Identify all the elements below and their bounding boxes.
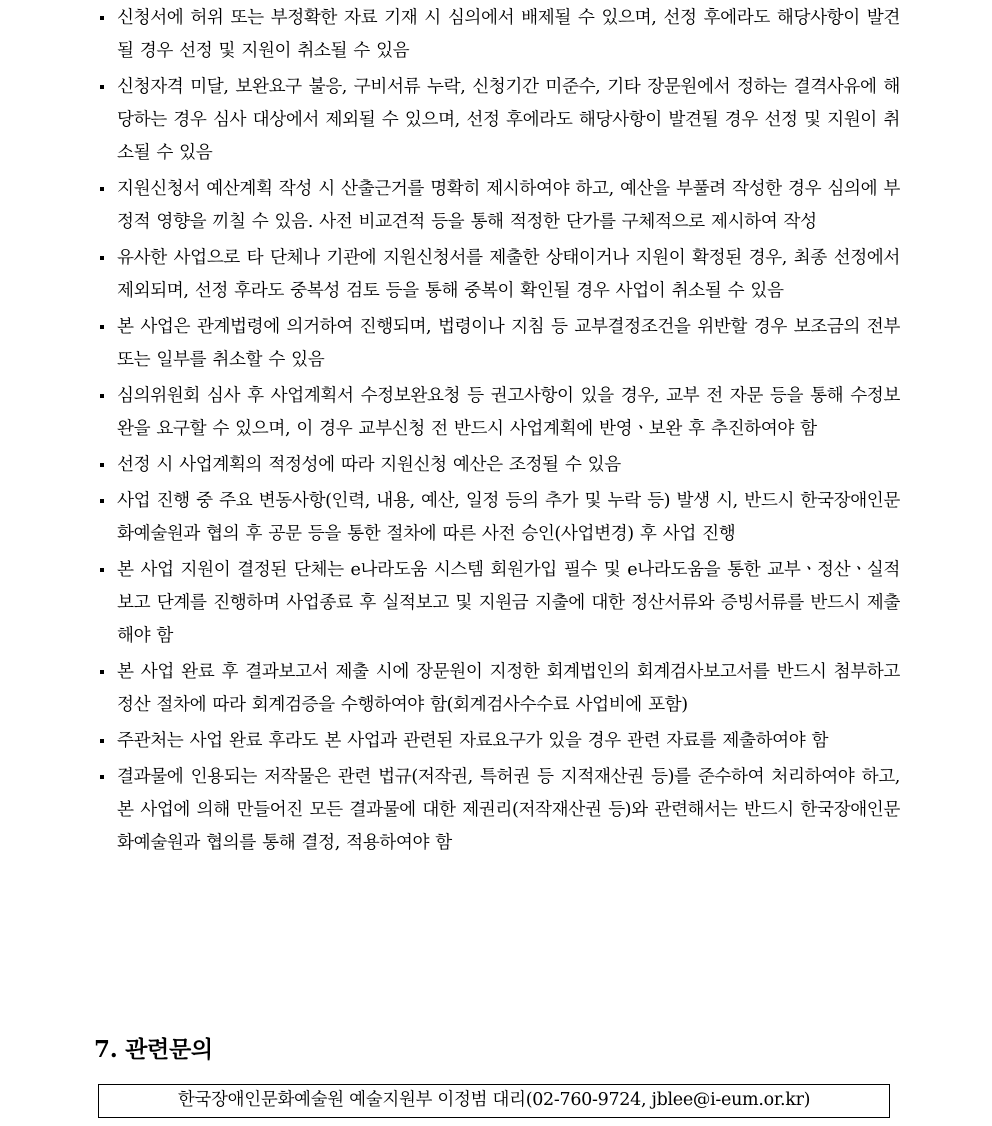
bullet-icon <box>100 670 104 674</box>
bullet-icon <box>100 499 104 503</box>
list-item <box>100 380 900 446</box>
note-text: 지원신청서 예산계획 작성 시 산출근거를 명확히 제시하여야 하고, 예산을 부풀려 작성한 경우 심의에 부정적 영향을 끼칠 수 있음. 사전 비교견적 등을 통해 적정한 단가를 구체적으로 제시하여 작성 <box>117 179 900 232</box>
list-item <box>100 242 900 308</box>
note-text: 유사한 사업으로 타 단체나 기관에 지원신청서를 제출한 상태이거나 지원이 확정된 경우, 최종 선정에서 제외되며, 선정 후라도 중복성 검토 등을 통해 중복이 확인될 경우 사업이 취소될 수 있음 <box>117 248 900 301</box>
bullet-icon <box>100 187 104 191</box>
bullet-icon <box>100 16 104 20</box>
note-text: 심의위원회 심사 후 사업계획서 수정보완요청 등 권고사항이 있을 경우, 교부 전 자문 등을 통해 수정보완을 요구할 수 있으며, 이 경우 교부신청 전 반드시 사업계획에 반영ㆍ보완 후 추진하여야 함 <box>117 386 900 439</box>
bullet-icon <box>100 256 104 260</box>
note-text: 사업 진행 중 주요 변동사항(인력, 내용, 예산, 일정 등의 추가 및 누락 등) 발생 시, 반드시 한국장애인문화예술원과 협의 후 공문 등을 통한 절차에 따른 사전 승인(사업변경) 후 사업 진행 <box>117 491 900 544</box>
bullet-icon <box>100 739 104 743</box>
note-text: 선정 시 사업계획의 적정성에 따라 지원신청 예산은 조정될 수 있음 <box>117 455 621 475</box>
note-text: 결과물에 인용되는 저작물은 관련 법규(저작권, 특허권 등 지적재산권 등)를 준수하여 처리하여야 하고, 본 사업에 의해 만들어진 모든 결과물에 대한 제권리(저작재산권 등)와 관련해서는 반드시 한국장애인문화예술원과 협의를 통해 결정, 적용하여야 함 <box>117 767 900 853</box>
list-item <box>100 311 900 377</box>
note-text: 주관처는 사업 완료 후라도 본 사업과 관련된 자료요구가 있을 경우 관련 자료를 제출하여야 함 <box>117 731 829 751</box>
list-item <box>100 761 900 860</box>
note-text: 본 사업은 관계법령에 의거하여 진행되며, 법령이나 지침 등 교부결정조건을 위반할 경우 보조금의 전부 또는 일부를 취소할 수 있음 <box>117 317 900 370</box>
bullet-icon <box>100 325 104 329</box>
list-item <box>100 2 900 68</box>
list-item <box>100 173 900 239</box>
note-text: 본 사업 지원이 결정된 단체는 e나라도움 시스템 회원가입 필수 및 e나라도움을 통한 교부ㆍ정산ㆍ실적보고 단계를 진행하며 사업종료 후 실적보고 및 지원금 지출에 대한 정산서류와 증빙서류를 반드시 제출해야 함 <box>117 560 900 646</box>
list-item <box>100 485 900 551</box>
contact-box: 한국장애인문화예술원 예술지원부 이정범 대리(02-760-9724, jblee@i-eum.or.kr) <box>98 1084 890 1118</box>
notes-list <box>100 2 900 863</box>
list-item <box>100 554 900 653</box>
bullet-icon <box>100 394 104 398</box>
bullet-icon <box>100 463 104 467</box>
list-item <box>100 656 900 722</box>
note-text: 신청서에 허위 또는 부정확한 자료 기재 시 심의에서 배제될 수 있으며, 선정 후에라도 해당사항이 발견될 경우 선정 및 지원이 취소될 수 있음 <box>117 8 900 61</box>
bullet-icon <box>100 85 104 89</box>
list-item <box>100 449 900 482</box>
section-title: 7. 관련문의 <box>94 1036 213 1063</box>
list-item <box>100 71 900 170</box>
note-text: 본 사업 완료 후 결과보고서 제출 시에 장문원이 지정한 회계법인의 회계검사보고서를 반드시 첨부하고 정산 절차에 따라 회계검증을 수행하여야 함(회계검사수수료 사업비에 포함) <box>117 662 900 715</box>
list-item <box>100 725 900 758</box>
bullet-icon <box>100 568 104 572</box>
note-text: 신청자격 미달, 보완요구 불응, 구비서류 누락, 신청기간 미준수, 기타 장문원에서 정하는 결격사유에 해당하는 경우 심사 대상에서 제외될 수 있으며, 선정 후에라도 해당사항이 발견될 경우 선정 및 지원이 취소될 수 있음 <box>117 77 900 163</box>
bullet-icon <box>100 775 104 779</box>
